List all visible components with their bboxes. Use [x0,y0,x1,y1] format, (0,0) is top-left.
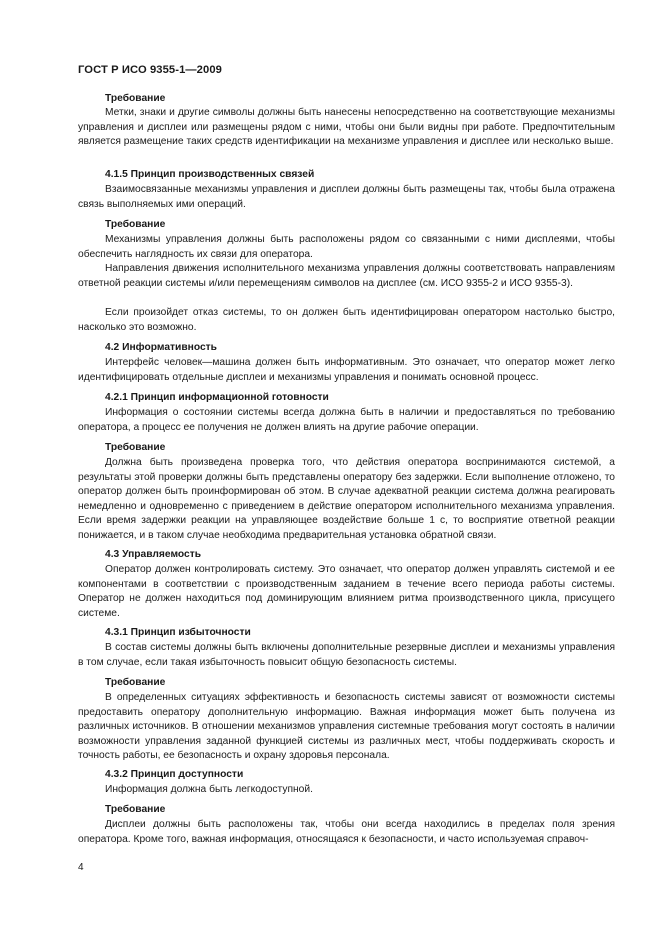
document-header-id: ГОСТ Р ИСО 9355-1—2009 [78,64,222,76]
paragraph: Интерфейс человек—машина должен быть информативным. Это означает, что оператор может легко идентифицировать отдельные дисплеи и механизмы управления и понимать основной процесс. [78,357,615,383]
paragraph: Информация должна быть легкодоступной. [105,784,313,795]
paragraph: Механизмы управления должны быть расположены рядом со связанными с ними дисплеями, чтобы обеспечить наглядность их связи для оператора. [78,234,615,260]
section-heading: 4.3.2 Принцип доступности [105,769,244,780]
section-heading: Требование [105,219,166,230]
paragraph: Взаимосвязанные механизмы управления и дисплеи должны быть размещены так, чтобы была отражена связь выполняемых ими операций. [78,184,615,210]
section-heading: Требование [105,442,166,453]
paragraph: Направления движения исполнительного механизма управления должны соответствовать направлениям ответной реакции системы и/или перемещениям символов на дисплее (см. ИСО 9355-2 и ИСО 9355-3). [78,263,615,289]
page-number: 4 [78,862,84,873]
paragraph: Должна быть произведена проверка того, что действия оператора воспринимаются системой, а результаты этой проверки должны быть представлены оператору без задержки. Если выполнение отложено, то оператор должен быть проинформирован об этом. В случае адекватной реакции система должна реагировать немедленно и одновременно с приведением в действие оператором исполнительного механизма управления. Если время задержки реакции на управляющее воздействие больше 1 с, то восприятие ответной реакции понижается, и в таком случае необходима предварительная установка обратной связи. [78,457,615,541]
paragraph: В состав системы должны быть включены дополнительные резервные дисплеи и механизмы управления в том случае, если такая избыточность повысит общую безопасность системы. [78,642,615,668]
section-heading: 4.3 Управляемость [105,549,202,560]
paragraph: Информация о состоянии системы всегда должна быть в наличии и предоставляться по требованию оператора, а процесс ее получения не должен влиять на другие рабочие операции. [78,407,615,433]
section-heading: 4.1.5 Принцип производственных связей [105,169,315,180]
section-heading: 4.2 Информативность [105,342,217,353]
paragraph: Метки, знаки и другие символы должны быть нанесены непосредственно на соответствующие механизмы управления и дисплеи или размещены рядом с ними, чтобы они были видны при работе. Предпочтительным является размещение таких средств идентификации на механизме управления и дисплее или несколько выше. [78,107,615,147]
paragraph: Оператор должен контролировать систему. Это означает, что оператор должен управлять системой и ее компонентами в соответствии с производственным заданием в течение всего периода работы системы. Оператор не должен находиться под доминирующим влиянием ритма производственного цикла, присущего системе. [78,564,615,619]
section-heading: Требование [105,93,166,104]
section-heading: 4.2.1 Принцип информационной готовности [105,392,329,403]
paragraph: Если произойдет отказ системы, то он должен быть идентифицирован оператором настолько быстро, насколько это возможно. [78,307,615,333]
section-heading: 4.3.1 Принцип избыточности [105,627,251,638]
section-heading: Требование [105,804,166,815]
paragraph: В определенных ситуациях эффективность и безопасность системы зависят от возможности системы предоставить оператору дополнительную информацию. Важная информация может быть получена из различных источников. В отношении механизмов управления системные требования могут состоять в наличии возможности управления заданной функцией системы из различных мест, чтобы поддерживать скорость и точность работы, ее безопасность и охрану здоровья персонала. [78,692,615,761]
section-heading: Требование [105,677,166,688]
paragraph: Дисплеи должны быть расположены так, чтобы они всегда находились в пределах поля зрения оператора. Кроме того, важная информация, относящаяся к безопасности, и часто используемая справоч- [78,819,615,845]
